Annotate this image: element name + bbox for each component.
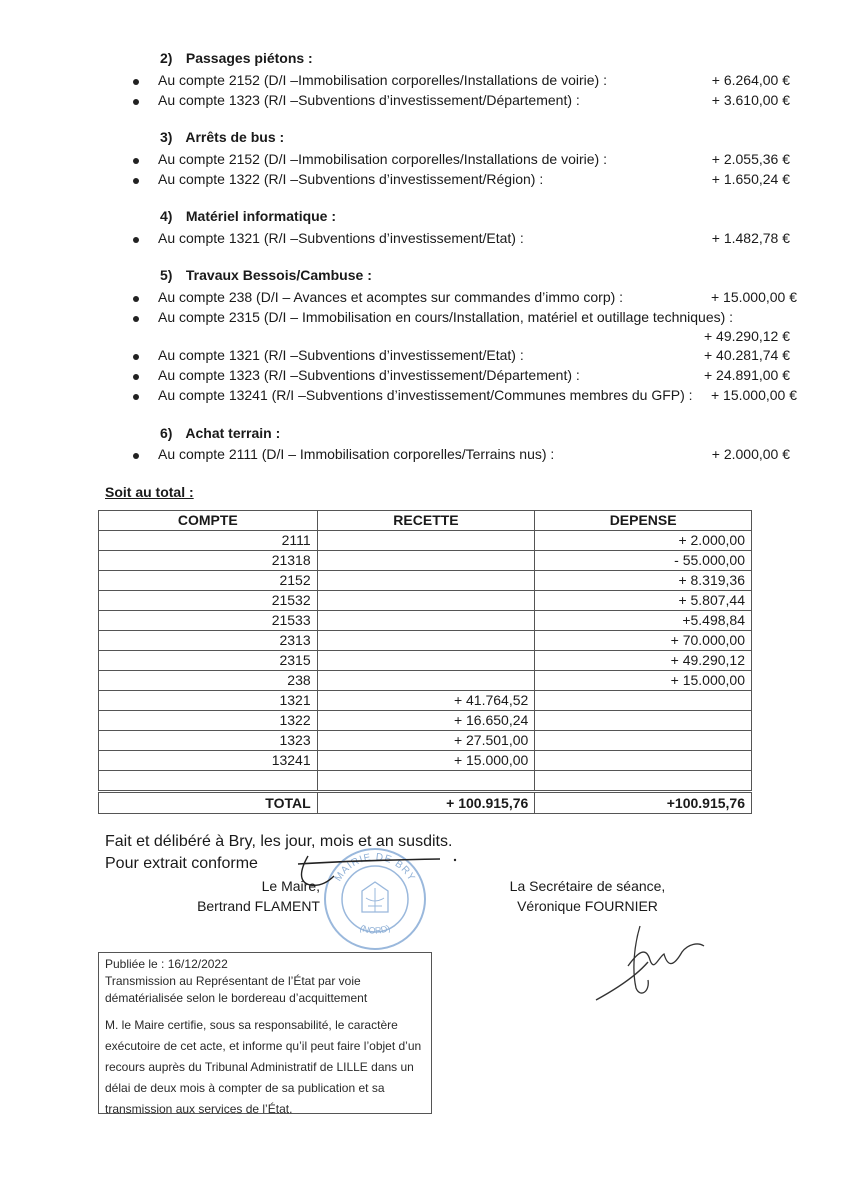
summary-label: Soit au total : <box>105 484 194 500</box>
secretaire-signature <box>588 922 708 1004</box>
cell-recette <box>317 571 535 591</box>
table-row <box>99 711 752 731</box>
secretaire-name: Véronique FOURNIER <box>517 898 658 914</box>
line-text: Au compte 238 (D/I – Avances et acomptes sur commandes d’immo corp) : <box>158 289 624 305</box>
list-item <box>0 92 849 112</box>
bullet <box>133 79 139 85</box>
cell-depense: + 49.290,12 <box>535 651 752 671</box>
section-title: 4) Matériel informatique : <box>160 208 337 224</box>
table-header-row <box>99 511 752 531</box>
cell-compte: 2111 <box>99 531 318 551</box>
cell-depense <box>535 711 752 731</box>
cell-depense <box>535 731 752 751</box>
table-row <box>99 591 752 611</box>
cell-recette <box>317 591 535 611</box>
publication-notice <box>98 952 432 1114</box>
line-text: Au compte 1322 (R/I –Subventions d’investissement/Région) : <box>158 171 544 187</box>
table-row <box>99 671 752 691</box>
list-item <box>0 171 849 191</box>
list-item <box>0 387 849 407</box>
cell-recette: + 16.650,24 <box>317 711 535 731</box>
line-text: Au compte 2152 (D/I –Immobilisation corporelles/Installations de voirie) : <box>158 72 607 88</box>
line-text: Au compte 1321 (R/I –Subventions d’investissement/Etat) : <box>158 347 524 363</box>
table-row <box>99 611 752 631</box>
line-text: Au compte 2152 (D/I –Immobilisation corporelles/Installations de voirie) : <box>158 151 607 167</box>
cell-compte: 21318 <box>99 551 318 571</box>
table-row-empty <box>99 771 752 792</box>
list-item-continuation <box>0 328 849 348</box>
line-amount: + 1.482,78 € <box>711 230 790 246</box>
cell-recette <box>317 651 535 671</box>
bullet <box>133 316 139 322</box>
table-row <box>99 751 752 771</box>
empty-cell <box>99 771 318 792</box>
cell-compte: 21532 <box>99 591 318 611</box>
table-row <box>99 631 752 651</box>
bullet <box>133 158 139 164</box>
list-item <box>0 230 849 250</box>
line-amount: + 1.650,24 € <box>711 171 790 187</box>
table-row <box>99 571 752 591</box>
section-title-text: Matériel informatique : <box>185 208 337 224</box>
line-amount: + 49.290,12 € <box>703 328 790 344</box>
cell-recette <box>317 551 535 571</box>
cell-recette <box>317 671 535 691</box>
table-row <box>99 691 752 711</box>
cell-compte: 2313 <box>99 631 318 651</box>
secretaire-role: La Secrétaire de séance, <box>509 878 666 894</box>
table-row <box>99 651 752 671</box>
list-item <box>0 446 849 466</box>
closing-line-1: Fait et délibéré à Bry, les jour, mois et an susdits. <box>105 833 453 850</box>
table-row-total <box>99 792 752 814</box>
cell-compte: 2152 <box>99 571 318 591</box>
header-compte: COMPTE <box>99 511 318 531</box>
maire-role: Le Maire, <box>261 878 320 894</box>
line-text: Au compte 1323 (R/I –Subventions d’investissement/Département) : <box>158 92 580 108</box>
cell-depense: + 8.319,36 <box>535 571 752 591</box>
bullet <box>133 453 139 459</box>
section-title-text: Arrêts de bus : <box>185 129 285 145</box>
cell-depense: - 55.000,00 <box>535 551 752 571</box>
list-item <box>0 367 849 387</box>
cell-compte: 1321 <box>99 691 318 711</box>
bullet <box>133 394 139 400</box>
cell-compte: 1323 <box>99 731 318 751</box>
header-recette: RECETTE <box>317 511 535 531</box>
cell-compte: 1322 <box>99 711 318 731</box>
closing-line-2: Pour extrait conforme <box>105 855 258 872</box>
line-amount: + 15.000,00 € <box>710 289 797 305</box>
section-title: 3) Arrêts de bus : <box>160 129 285 145</box>
table-row <box>99 551 752 571</box>
cell-compte: 13241 <box>99 751 318 771</box>
list-item <box>0 151 849 171</box>
stamp-text-bottom: (NORD) <box>358 922 392 936</box>
line-text: Au compte 1323 (R/I –Subventions d’investissement/Département) : <box>158 367 580 383</box>
line-text: Au compte 13241 (R/I –Subventions d’investissement/Communes membres du GFP) : <box>158 387 693 403</box>
list-item <box>0 309 849 329</box>
maire-name: Bertrand FLAMENT <box>197 898 320 914</box>
bullet <box>133 99 139 105</box>
empty-cell <box>535 771 752 792</box>
cell-depense: + 70.000,00 <box>535 631 752 651</box>
cell-recette <box>317 531 535 551</box>
list-item <box>0 72 849 92</box>
table-row <box>99 731 752 751</box>
line-text: Au compte 2315 (D/I – Immobilisation en cours/Installation, matériel et outillage techniques) : <box>158 309 734 325</box>
list-item <box>0 289 849 309</box>
total-depense: +100.915,76 <box>535 792 752 814</box>
section-title: 6) Achat terrain : <box>160 425 281 441</box>
line-amount: + 40.281,74 € <box>703 347 790 363</box>
cell-recette: + 27.501,00 <box>317 731 535 751</box>
table-row <box>99 531 752 551</box>
cell-depense: + 15.000,00 <box>535 671 752 691</box>
transmission-text: Transmission au Représentant de l’État par voie dématérialisée selon le bordereau d’acquittement <box>105 974 368 1005</box>
cell-recette: + 41.764,52 <box>317 691 535 711</box>
section-title-text: Travaux Bessois/Cambuse : <box>185 267 372 283</box>
section-title: 2) Passages piétons : <box>160 50 313 66</box>
line-amount: + 24.891,00 € <box>703 367 790 383</box>
cell-depense <box>535 751 752 771</box>
summary-table <box>98 510 752 814</box>
maire-block <box>160 876 320 916</box>
summary-table-body <box>99 531 752 814</box>
cell-depense <box>535 691 752 711</box>
line-amount: + 15.000,00 € <box>710 387 797 403</box>
cell-depense: +5.498,84 <box>535 611 752 631</box>
cell-recette: + 15.000,00 <box>317 751 535 771</box>
bullet <box>133 354 139 360</box>
cell-compte: 2315 <box>99 651 318 671</box>
line-amount: + 2.055,36 € <box>711 151 790 167</box>
line-amount: + 2.000,00 € <box>711 446 790 462</box>
section-title: 5) Travaux Bessois/Cambuse : <box>160 267 372 283</box>
bullet <box>133 374 139 380</box>
section-title-text: Passages piétons : <box>185 50 313 66</box>
cell-recette <box>317 611 535 631</box>
cell-compte: 238 <box>99 671 318 691</box>
cell-depense: + 5.807,44 <box>535 591 752 611</box>
line-amount: + 6.264,00 € <box>711 72 790 88</box>
total-recette: + 100.915,76 <box>317 792 535 814</box>
secretaire-block <box>495 876 680 916</box>
line-text: Au compte 2111 (D/I – Immobilisation corporelles/Terrains nus) : <box>158 446 555 462</box>
empty-cell <box>317 771 535 792</box>
bullet <box>133 296 139 302</box>
total-label: TOTAL <box>99 792 318 814</box>
cell-recette <box>317 631 535 651</box>
header-depense: DEPENSE <box>535 511 752 531</box>
published-date: Publiée le : 16/12/2022 <box>105 957 228 971</box>
cell-depense: + 2.000,00 <box>535 531 752 551</box>
list-item <box>0 347 849 367</box>
bullet <box>133 178 139 184</box>
certification-text: M. le Maire certifie, sous sa responsabilité, le caractère exécutoire de cet acte, et informe qu’il peut faire l’objet d’un recours auprès du Tribunal Administratif de LILLE dans un délai de deux mois à compter de sa publication et sa transmission aux services de l’État. <box>105 1018 422 1116</box>
line-amount: + 3.610,00 € <box>711 92 790 108</box>
stamp-text-top: MAIRIE DE BRY <box>332 851 418 884</box>
cell-compte: 21533 <box>99 611 318 631</box>
line-text: Au compte 1321 (R/I –Subventions d’investissement/Etat) : <box>158 230 524 246</box>
section-title-text: Achat terrain : <box>185 425 281 441</box>
bullet <box>133 237 139 243</box>
